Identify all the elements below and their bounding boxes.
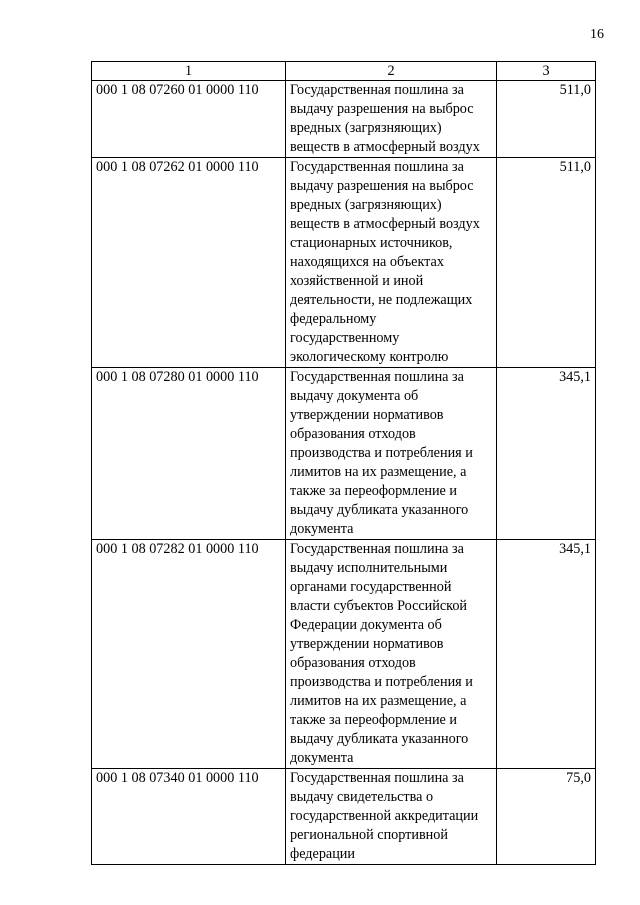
revenue-name-cell: Государственная пошлина за выдачу разрешения на выброс вредных (загрязняющих) веществ в атмосферный воздух стационарных источников, находящихся на объектах хозяйственной и иной деятельности, не подлежащих федеральному государственному экологическому контролю — [286, 158, 497, 368]
column-header-1: 1 — [92, 62, 286, 81]
revenue-name-cell: Государственная пошлина за выдачу разрешения на выброс вредных (загрязняющих) веществ в атмосферный воздух — [286, 81, 497, 158]
table-header-row — [92, 62, 596, 81]
amount-cell: 511,0 — [497, 158, 596, 368]
amount-cell: 75,0 — [497, 769, 596, 865]
revenue-name-cell: Государственная пошлина за выдачу свидетельства о государственной аккредитации региональной спортивной федерации — [286, 769, 497, 865]
column-header-2: 2 — [286, 62, 497, 81]
table-row — [92, 769, 596, 865]
amount-cell: 345,1 — [497, 368, 596, 540]
budget-code-cell: 000 1 08 07262 01 0000 110 — [92, 158, 286, 368]
amount-cell: 345,1 — [497, 540, 596, 769]
table-row — [92, 158, 596, 368]
budget-code-cell: 000 1 08 07260 01 0000 110 — [92, 81, 286, 158]
column-header-3: 3 — [497, 62, 596, 81]
budget-revenue-table — [91, 61, 596, 865]
budget-code-cell: 000 1 08 07340 01 0000 110 — [92, 769, 286, 865]
revenue-name-cell: Государственная пошлина за выдачу документа об утверждении нормативов образования отходов производства и потребления и лимитов на их размещение, а также за переоформление и выдачу дубликата указанного документа — [286, 368, 497, 540]
budget-code-cell: 000 1 08 07280 01 0000 110 — [92, 368, 286, 540]
table-row — [92, 540, 596, 769]
amount-cell: 511,0 — [497, 81, 596, 158]
page-number: 16 — [590, 27, 604, 42]
table-row — [92, 81, 596, 158]
revenue-name-cell: Государственная пошлина за выдачу исполнительными органами государственной власти субъектов Российской Федерации документа об утверждении нормативов образования отходов производства и потребления и лимитов на их размещение, а также за переоформление и выдачу дубликата указанного документа — [286, 540, 497, 769]
budget-code-cell: 000 1 08 07282 01 0000 110 — [92, 540, 286, 769]
table-row — [92, 368, 596, 540]
